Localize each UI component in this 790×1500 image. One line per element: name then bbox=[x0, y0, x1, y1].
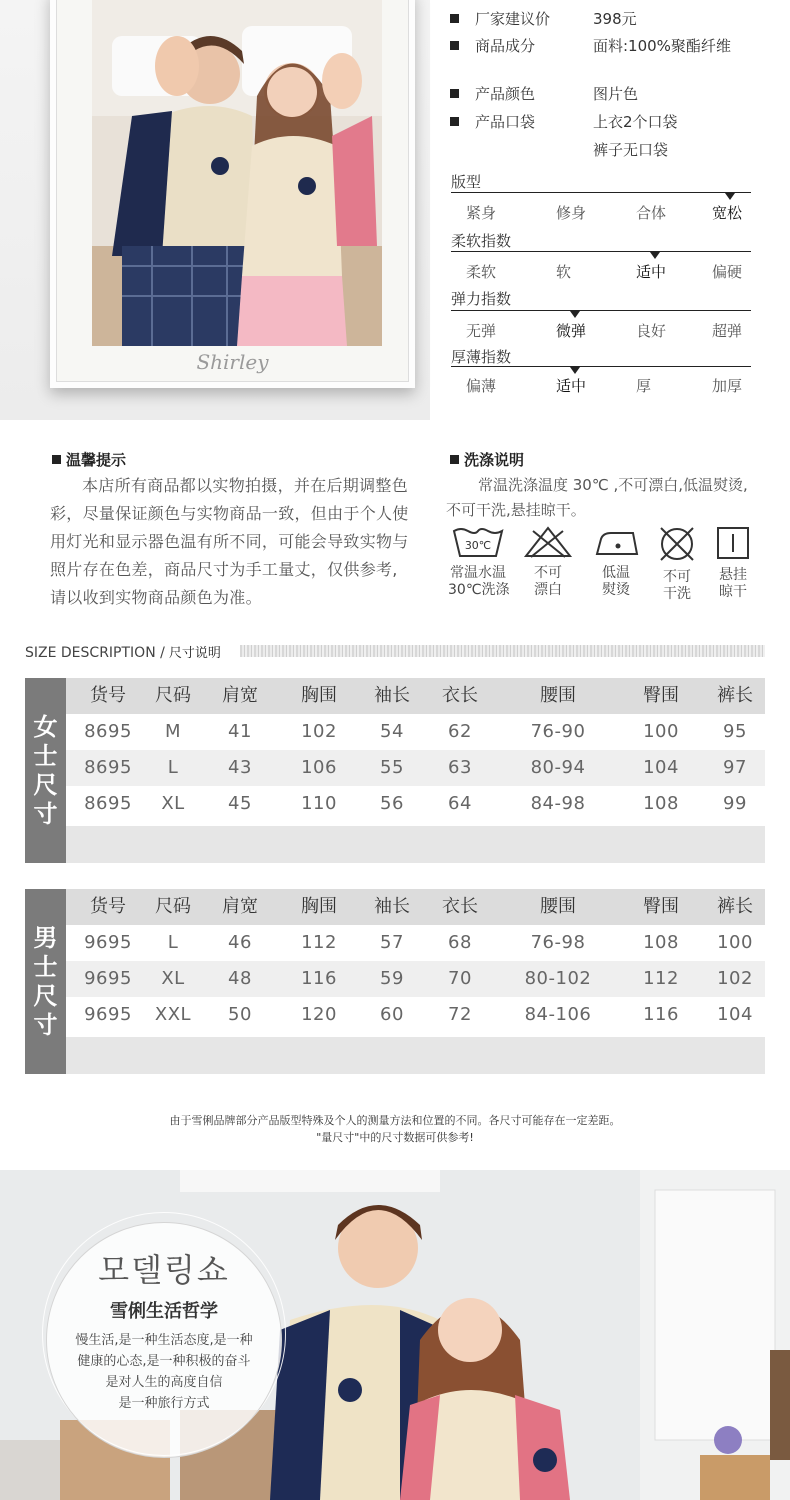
index-thickness-option: 厚 bbox=[636, 377, 652, 395]
philosophy-line: 健康的心态,是一种积极的奋斗 bbox=[77, 1354, 251, 1369]
table-row: 8695 M 41 102 54 62 76-90 100 95 bbox=[84, 721, 747, 742]
index-fit-option: 修身 bbox=[556, 204, 587, 222]
index-fit-option-selected: 宽松 bbox=[712, 204, 743, 222]
women-size-side-label: 女 士 尺 寸 bbox=[25, 678, 66, 863]
index-marker-elasticity bbox=[570, 311, 580, 318]
wash-text: 常温洗涤温度 30℃ ,不可漂白,低温熨烫,不可干洗,悬挂晾干。 bbox=[446, 476, 748, 519]
frame-signature: Shirley bbox=[196, 350, 269, 374]
table-row: 8695 XL 45 110 56 64 84-98 108 99 bbox=[84, 793, 747, 814]
table-header-row: 货号 尺码 肩宽 胸围 袖长 衣长 腰围 臀围 裤长 bbox=[66, 678, 765, 714]
wash-30-icon: 30℃ 常温水温 30℃洗涤 bbox=[448, 525, 508, 599]
product-photo-area bbox=[0, 0, 430, 420]
index-elasticity-option: 无弹 bbox=[466, 322, 497, 340]
spec-material: 商品成分 面料:100%聚酯纤维 bbox=[450, 35, 593, 56]
tips-heading: 温馨提示 bbox=[52, 449, 126, 470]
index-softness-option: 偏硬 bbox=[712, 263, 743, 281]
size-heading-band bbox=[240, 645, 765, 657]
couple-photo bbox=[92, 0, 382, 346]
index-softness-option: 软 bbox=[556, 263, 572, 281]
index-thickness-option: 偏薄 bbox=[466, 377, 497, 395]
low-iron-icon: 低温 熨烫 bbox=[586, 525, 646, 599]
table-row: 8695 L 43 106 55 63 80-94 104 97 bbox=[66, 750, 765, 786]
index-title-thickness: 厚薄指数 bbox=[451, 348, 512, 366]
philosophy-korean-title: 모델링쇼 bbox=[98, 1251, 230, 1289]
index-softness-option: 柔软 bbox=[466, 263, 497, 281]
tips-text: 本店所有商品都以实物拍摄，并在后期调整色彩，尽量保证颜色与实物商品一致，但由于个人使用灯光和显示器色温有所不同，可能会导致实物与照片存在色差，商品尺寸为手工量丈，仅供参考,请以收到实物商品颜色为准。 bbox=[50, 476, 409, 607]
philosophy-title: 雪俐生活哲学 bbox=[110, 1301, 218, 1322]
size-note-1: 由于雪俐品牌部分产品版型特殊及个人的测量方法和位置的不同。各尺寸可能存在一定差距。 bbox=[169, 1114, 621, 1127]
philosophy-line: 是对人生的高度自信 bbox=[105, 1375, 223, 1390]
philosophy-line: 慢生活,是一种生活态度,是一种 bbox=[75, 1333, 253, 1348]
size-heading: SIZE DESCRIPTION / 尺寸说明 bbox=[25, 645, 221, 661]
index-softness-option-selected: 适中 bbox=[636, 263, 667, 281]
men-size-table bbox=[25, 889, 765, 1074]
index-line-thickness bbox=[451, 366, 751, 367]
men-size-side-label: 男 士 尺 寸 bbox=[25, 889, 66, 1074]
philosophy-line: 是一种旅行方式 bbox=[118, 1396, 210, 1411]
index-line-elasticity bbox=[451, 310, 751, 311]
table-row: 9695 XL 48 116 59 70 80-102 112 102 bbox=[66, 961, 765, 997]
svg-text:30℃: 30℃ bbox=[464, 539, 492, 552]
wash-heading: 洗涤说明 bbox=[450, 449, 524, 470]
spec-color: 产品颜色 图片色 bbox=[450, 83, 593, 104]
index-title-softness: 柔软指数 bbox=[451, 232, 512, 250]
index-fit-option: 紧身 bbox=[466, 204, 497, 222]
table-row: 9695 L 46 112 57 68 76-98 108 100 bbox=[84, 932, 753, 953]
index-elasticity-option: 良好 bbox=[636, 322, 667, 340]
index-marker-fit bbox=[725, 193, 735, 200]
index-thickness-option-selected: 适中 bbox=[556, 377, 587, 395]
size-note-2: "量尺寸"中的尺寸数据可供参考! bbox=[316, 1131, 474, 1144]
table-row: 9695 XXL 50 120 60 72 84-106 116 104 bbox=[84, 1004, 753, 1025]
picture-frame bbox=[50, 0, 415, 388]
index-title-elasticity: 弹力指数 bbox=[451, 290, 512, 308]
spec-pocket: 产品口袋 上衣2个口袋 bbox=[450, 111, 593, 132]
index-line-softness bbox=[451, 251, 751, 252]
table-footer bbox=[66, 1037, 765, 1074]
index-elasticity-option-selected: 微弹 bbox=[556, 322, 587, 340]
index-thickness-option: 加厚 bbox=[712, 377, 743, 395]
no-dryclean-icon: 不可 干洗 bbox=[647, 525, 707, 603]
index-line-fit bbox=[451, 192, 751, 193]
women-size-table bbox=[25, 678, 765, 863]
no-bleach-icon: 不可 漂白 bbox=[518, 525, 578, 599]
table-header-row: 货号 尺码 肩宽 胸围 袖长 衣长 腰围 臀围 裤长 bbox=[66, 889, 765, 925]
index-title-fit: 版型 bbox=[451, 173, 482, 191]
index-fit-option: 合体 bbox=[636, 204, 667, 222]
index-marker-softness bbox=[650, 252, 660, 259]
hang-dry-icon: 悬挂 晾干 bbox=[703, 525, 763, 601]
table-footer bbox=[66, 826, 765, 863]
index-marker-thickness bbox=[570, 367, 580, 374]
index-elasticity-option: 超弹 bbox=[712, 322, 743, 340]
spec-price: 厂家建议价 398元 bbox=[450, 8, 593, 29]
